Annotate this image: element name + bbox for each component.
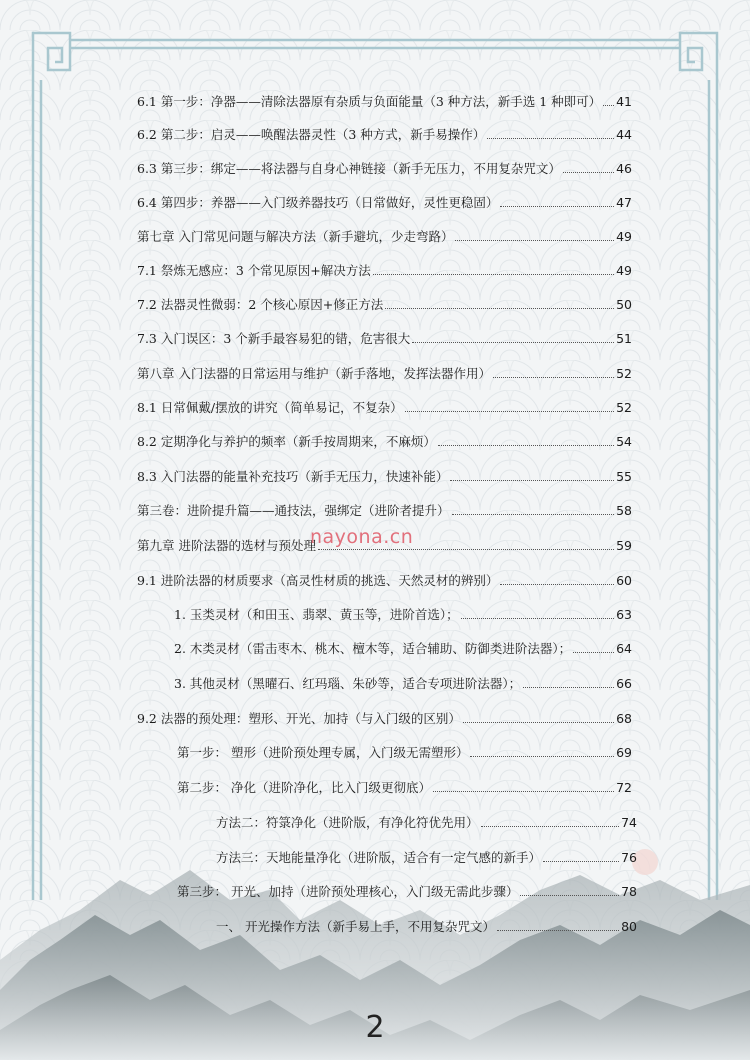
toc-entry-title: 8.1 日常佩戴/摆放的讲究（简单易记，不复杂）	[137, 400, 403, 415]
toc-leader-dots	[455, 239, 614, 241]
toc-entry-page: 52	[616, 366, 632, 381]
toc-entry-title: 6.4 第四步：养器——入门级养器技巧（日常做好，灵性更稳固）	[137, 195, 499, 210]
toc-entry-page: 51	[616, 331, 632, 346]
toc-entry[interactable]	[137, 331, 632, 347]
toc-leader-dots	[433, 790, 614, 792]
toc-entry-title: 8.2 定期净化与养护的频率（新手按周期来，不麻烦）	[137, 434, 436, 449]
toc-entry-page: 49	[616, 263, 632, 278]
toc-entry-title: 9.1 进阶法器的材质要求（高灵性材质的挑选、天然灵材的辨别）	[137, 573, 499, 588]
toc-leader-dots	[500, 583, 614, 585]
toc-entry[interactable]	[137, 469, 632, 485]
watermark-text: nayona.cn	[310, 526, 414, 548]
toc-entry-page: 49	[616, 229, 632, 244]
toc-leader-dots	[463, 721, 614, 723]
toc-leader-dots	[438, 444, 614, 446]
toc-entry-page: 69	[616, 745, 632, 760]
toc-leader-dots	[603, 104, 614, 106]
toc-entry[interactable]	[137, 400, 632, 416]
toc-entry-title: 6.3 第三步：绑定——将法器与自身心神链接（新手无压力，不用复杂咒文）	[137, 161, 561, 176]
toc-entry[interactable]	[216, 815, 637, 831]
toc-entry-page: 68	[616, 711, 632, 726]
toc-leader-dots	[461, 617, 614, 619]
toc-entry-page: 76	[621, 850, 637, 865]
toc-entry-title: 2. 木类灵材（雷击枣木、桃木、檀木等，适合辅助、防御类进阶法器）；	[174, 641, 572, 656]
toc-entry-title: 6.1 第一步：净器——清除法器原有杂质与负面能量（3 种方法，新手选 1 种即可）	[137, 94, 602, 109]
toc-entry-page: 80	[621, 919, 637, 934]
toc-entry-page: 50	[616, 297, 632, 312]
toc-entry-page: 46	[616, 161, 632, 176]
toc-leader-dots	[500, 205, 614, 207]
toc-entry[interactable]	[137, 711, 632, 727]
toc-leader-dots	[573, 651, 614, 653]
toc-entry-title: 方法二：符箓净化（进阶版，有净化符优先用）	[216, 815, 479, 830]
toc-entry-page: 59	[616, 538, 632, 553]
toc-entry-page: 74	[621, 815, 637, 830]
toc-entry-title: 9.2 法器的预处理：塑形、开光、加持（与入门级的区别）	[137, 711, 461, 726]
toc-entry-title: 3. 其他灵材（黑曜石、红玛瑙、朱砂等，适合专项进阶法器）；	[174, 676, 522, 691]
toc-entry[interactable]	[137, 127, 632, 143]
toc-entry-title: 6.2 第二步：启灵——唤醒法器灵性（3 种方式，新手易操作）	[137, 127, 486, 142]
toc-entry[interactable]	[216, 919, 637, 935]
toc-leader-dots	[493, 376, 614, 378]
toc-leader-dots	[450, 479, 614, 481]
toc-entry-page: 78	[621, 884, 637, 899]
toc-entry[interactable]	[137, 366, 632, 382]
toc-entry-page: 64	[616, 641, 632, 656]
toc-entry-title: 第三步： 开光、加持（进阶预处理核心，入门级无需此步骤）	[177, 884, 519, 899]
toc-entry-title: 7.1 祭炼无感应：3 个常见原因+解决方法	[137, 263, 371, 278]
toc-entry-title: 第三卷：进阶提升篇——通技法，强绑定（进阶者提升）	[137, 503, 450, 518]
toc-entry[interactable]	[137, 195, 632, 211]
toc-entry-title: 第二步： 净化（进阶净化，比入门级更彻底）	[177, 780, 431, 795]
toc-leader-dots	[497, 929, 619, 931]
toc-entry-page: 44	[616, 127, 632, 142]
toc-entry-page: 60	[616, 573, 632, 588]
toc-entry-title: 第七章 入门常见问题与解决方法（新手避坑，少走弯路）	[137, 229, 454, 244]
toc-entry-page: 72	[616, 780, 632, 795]
toc-leader-dots	[543, 860, 619, 862]
toc-entry[interactable]	[137, 161, 632, 177]
toc-entry[interactable]	[137, 503, 632, 519]
toc-entry[interactable]	[137, 94, 632, 110]
toc-entry[interactable]	[174, 676, 632, 692]
toc-leader-dots	[563, 171, 614, 173]
toc-leader-dots	[520, 894, 619, 896]
toc-entry[interactable]	[137, 434, 632, 450]
toc-entry[interactable]	[177, 745, 632, 761]
toc-entry-page: 58	[616, 503, 632, 518]
toc-entry[interactable]	[177, 780, 632, 796]
toc-leader-dots	[470, 755, 614, 757]
page-number: 2	[365, 1010, 385, 1045]
toc-entry[interactable]	[177, 884, 637, 900]
toc-entry-title: 1. 玉类灵材（和田玉、翡翠、黄玉等，进阶首选）；	[174, 607, 459, 622]
toc-entry-title: 第九章 进阶法器的选材与预处理	[137, 538, 316, 553]
toc-entry[interactable]	[216, 850, 637, 866]
toc-leader-dots	[523, 686, 614, 688]
toc-entry[interactable]	[137, 573, 632, 589]
toc-entry-page: 63	[616, 607, 632, 622]
toc-leader-dots	[487, 137, 614, 139]
toc-leader-dots	[412, 341, 614, 343]
toc-leader-dots	[481, 825, 620, 827]
toc-entry-title: 7.2 法器灵性微弱：2 个核心原因+修正方法	[137, 297, 384, 312]
toc-entry-title: 第八章 入门法器的日常运用与维护（新手落地，发挥法器作用）	[137, 366, 491, 381]
toc-entry-page: 54	[616, 434, 632, 449]
toc-entry-title: 方法三：天地能量净化（进阶版，适合有一定气感的新手）	[216, 850, 542, 865]
toc-leader-dots	[452, 513, 615, 515]
toc-leader-dots	[318, 548, 614, 550]
toc-leader-dots	[385, 307, 614, 309]
toc-entry[interactable]	[174, 607, 632, 623]
toc-entry-page: 47	[616, 195, 632, 210]
toc-entry-title: 8.3 入门法器的能量补充技巧（新手无压力，快速补能）	[137, 469, 449, 484]
toc-entry-title: 7.3 入门误区：3 个新手最容易犯的错，危害很大	[137, 331, 411, 346]
toc-entry[interactable]	[137, 229, 632, 245]
toc-entry-title: 一、 开光操作方法（新手易上手，不用复杂咒文）	[216, 919, 495, 934]
toc-entry[interactable]	[137, 263, 632, 279]
toc-entry[interactable]	[174, 641, 632, 657]
toc-entry-page: 41	[616, 94, 632, 109]
toc-entry-page: 55	[616, 469, 632, 484]
toc-entry[interactable]	[137, 297, 632, 313]
toc-entry-page: 52	[616, 400, 632, 415]
toc-entry-title: 第一步： 塑形（进阶预处理专属，入门级无需塑形）	[177, 745, 469, 760]
toc-entry-page: 66	[616, 676, 632, 691]
toc-leader-dots	[405, 410, 615, 412]
toc-leader-dots	[373, 273, 614, 275]
